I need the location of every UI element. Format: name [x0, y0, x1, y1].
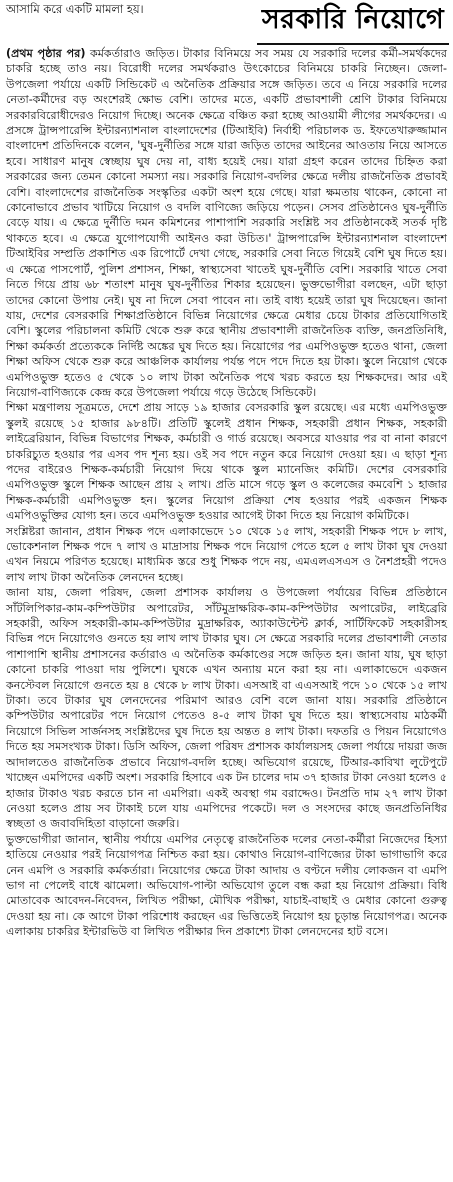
article-paragraph [6, 46, 447, 400]
paragraph-text: কর্মকর্তারাও জড়িত। টাকার বিনিময়ে সব সময় যে সরকারি দলের কর্মী-সমর্থকদের চাকরি হচ্ছে তাও নয়। বিরোধী দলের সমর্থকরাও উৎকোচের বিনিময়ে চাকরি নিচ্ছেন। জেলা-উপজেলা পর্যায়ে একটি সিন্ডিকেট এ অনৈতিক প্রক্রিয়ার সঙ্গে জড়িত। তবে এ নিয়ে সরকারি দলের নেতা-কর্মীদের বড় অংশেরই ক্ষোভ বেশি। তাদের মতে, একটি প্রভাবশালী শ্রেণি টাকার বিনিময়ে সরকারবিরোধীদেরও নিয়োগ দিচ্ছে। অনেক ক্ষেত্রে বঞ্চিত করা হচ্ছে আওয়ামী লীগের সমর্থকদের। এ প্রসঙ্গে ট্রান্সপারেন্সি ইন্টারন্যাশনাল বাংলাদেশের (টিআইবি) নির্বাহী পরিচালক ড. ইফতেখারুজ্জামান বাংলাদেশ প্রতিদিনকে বলেন, 'ঘুষ-দুর্নীতির সঙ্গে যারা জড়িত তাদের আইনের আওতায় নিয়ে আসতে হবে। সাধারণ মানুষ স্বেচ্ছায় ঘুষ দেয় না, বাধ্য হয়েই দেয়। যারা গ্রহণ করেন তাদের চিহ্নিত করা সরকারের জন্য তেমন কোনো সমস্যা নয়। সরকারি নিয়োগ-বদলির ক্ষেত্রে দলীয় রাজনৈতিক প্রভাবই বেশি। বাংলাদেশের রাজনৈতিক সংস্কৃতির একটা অংশ হয়ে গেছে। যারা ক্ষমতায় থাকেন, কোনো না কোনোভাবে প্রভাব খাটিয়ে নিয়োগ ও বদলি বাণিজ্যে জড়িয়ে পড়েন। সেসব প্রতিষ্ঠানেও ঘুষ-দুর্নীতি বেড়ে যায়। এ ক্ষেত্রে দুর্নীতি দমন কমিশনের পাশাপাশি সরকারি সংশ্লিষ্ট সব প্রতিষ্ঠানকেই সতর্ক দৃষ্টি থাকতে হবে। এ ক্ষেত্রে যুগোপযোগী আইনও করা উচিত।' ট্রান্সপারেন্সি ইন্টারন্যাশনাল বাংলাদেশ টিআইবির সম্প্রতি প্রকাশিত এক রিপোর্টে দেখা গেছে, সরকারি সেবা নিতে গিয়েই বেশি ঘুষ দিতে হয়। এ ক্ষেত্রে পাসপোর্ট, পুলিশ প্রশাসন, শিক্ষা, স্বাস্থ্যসেবা খাতেই ঘুষ-দুর্নীতি বেশি। সরকারি খাতে সেবা নিতে গিয়ে প্রায় ৬৮ শতাংশ মানুষ ঘুষ-দুর্নীতির শিকার হয়েছেন। ভুক্তভোগীরা বলছেন, এটা ছাড়া তাদের কোনো উপায় নেই। ঘুষ না দিলে সেবা পাবেন না। তাই বাধ্য হয়েই তারা ঘুষ দিয়েছেন। জানা যায়, দেশের বেসরকারি শিক্ষাপ্রতিষ্ঠানে বিভিন্ন নিয়োগের ক্ষেত্রে মেধার চেয়ে টাকার প্রতিযোগিতাই বেশি। স্কুলের পরিচালনা কমিটি থেকে শুরু করে স্থানীয় প্রভাবশালী রাজনৈতিক ব্যক্তি, জনপ্রতিনিধি, শিক্ষা কর্মকর্তা প্রত্যেককে নির্দিষ্ট অঙ্কের ঘুষ দিতে হয়। নিয়োগের পর এমপিওভুক্ত হতেও থানা, জেলা শিক্ষা অফিস থেকে শুরু করে আঞ্চলিক কার্যালয় পর্যন্ত পদে পদে দিতে হয় টাকা। স্কুলে নিয়োগ থেকে এমপিওভুক্ত হতেও ৫ থেকে ১০ লাখ টাকা অনৈতিক পথে খরচ করতে হয় শিক্ষকদের। আর এই নিয়োগ-বাণিজ্যকে কেন্দ্র করে উপজেলা পর্যায়ে গড়ে উঠেছে সিন্ডিকেট। [6, 47, 448, 399]
article-paragraph: সংশ্লিষ্টরা জানান, প্রধান শিক্ষক পদে এলাকাভেদে ১০ থেকে ১৫ লাখ, সহকারী শিক্ষক পদে ৮ লাখ, ভোকেশনাল শিক্ষক পদে ৭ লাখ ও মাদ্রাসায় শিক্ষক পদে নিয়োগ পেতে হলে ৫ লাখ টাকা ঘুষ দেওয়া এখন নিয়মে পরিণত হয়েছে। মাধ্যমিক স্তরে শুধু শিক্ষক পদে নয়, এমএলএসএস ও নৈশপ্রহরী পদেও লাখ লাখ টাকা অনৈতিক লেনদেন হচ্ছে। [6, 524, 447, 584]
article-paragraph: ভুক্তভোগীরা জানান, স্থানীয় পর্যায়ে এমপির নেতৃত্বে রাজনৈতিক দলের নেতা-কর্মীরা নিজেদের হিস্যা হাতিয়ে নেওয়ার পরই নিয়োগপত্র নিশ্চিত করা হয়। কোথাও নিয়োগ-বাণিজ্যের টাকা ভাগাভাগি করে নেন এমপি ও সরকারি কর্মকর্তারা। নিয়োগের ক্ষেত্রে টাকা আদায় ও বণ্টনে দলীয় লোকজন বা এমপি ভাগ না পেলেই বাধে ঝামেলা। অভিযোগ-পাল্টা অভিযোগ তুলে বন্ধ করা হয় নিয়োগ প্রক্রিয়া। বিধি মোতাবেক আবেদন-নিবেদন, লিখিত পরীক্ষা, মৌখিক পরীক্ষা, যাচাই-বাছাই ও মেধার কোনো গুরুত্ব দেওয়া হয় না। কে আগে টাকা পরিশোধ করছেন এর ভিত্তিতেই নিয়োগ হয় চূড়ান্ত নিয়োগপত্র। অনেক এলাকায় চাকরির ইন্টারভিউ বা লিখিত পরীক্ষার দিন প্রকাশ্যে টাকা লেনদেনের হাট বসে। [6, 832, 447, 939]
article-paragraph: শিক্ষা মন্ত্রণালয় সূত্রমতে, দেশে প্রায় সাড়ে ১৯ হাজার বেসরকারি স্কুল রয়েছে। এর মধ্যে এমপিওভুক্ত স্কুলই রয়েছে ১৫ হাজার ৯৮৪টি। প্রতিটি স্কুলেই প্রধান শিক্ষক, সহকারী প্রধান শিক্ষক, সহকারী লাইব্রেরিয়ান, বিভিন্ন বিভাগের শিক্ষক, কর্মচারী ও গার্ড রয়েছে। অবসরে যাওয়ার পর বা নানা কারণে চাকরিচ্যুত হওয়ার পর এসব পদ শূন্য হয়। ওই সব পদে নতুন করে নিয়োগ দেওয়া হয়। এ ছাড়া শূন্য পদের বাইরেও শিক্ষক-কর্মচারী নিয়োগ দিয়ে থাকে স্কুল ম্যানেজিং কমিটি। দেশের বেসরকারি এমপিওভুক্ত স্কুলে শিক্ষক আছেন প্রায় ২ লাখ। প্রতি মাসে গড়ে স্কুল ও কলেজের কমবেশি ১ হাজার শিক্ষক-কর্মচারী এমপিওভুক্ত হন। স্কুলের নিয়োগ প্রক্রিয়া শেষ হওয়ার পরই একজন শিক্ষক এমপিওভুক্তির যোগ্য হন। তবে এমপিওভুক্ত হওয়ার আগেই টাকা দিতে হয় নিয়োগ কমিটিকে। [6, 401, 447, 523]
previous-article-tail: আসামি করে একটি মামলা হয়। [6, 2, 144, 16]
article-body [6, 46, 447, 940]
headline: সরকারি নিয়োগে [261, 4, 445, 35]
headline-box [257, 0, 449, 45]
article-paragraph: জানা যায়, জেলা পরিষদ, জেলা প্রশাসক কার্যালয় ও উপজেলা পর্যায়ের বিভিন্ন প্রতিষ্ঠানে সাঁটলিপিকার-কাম-কম্পিউটার অপারেটর, সাঁটমুদ্রাক্ষরিক-কাম-কম্পিউটার অপারেটর, লাইব্রেরি সহকারী, অফিস সহকারী-কাম-কম্পিউটার মুদ্রাক্ষরিক, অ্যাকাউন্টেন্ট ক্লার্ক, সার্টিফিকেট সহকারীসহ বিভিন্ন পদে নিয়োগেও গুনতে হয় লাখ লাখ টাকার ঘুষ। সে ক্ষেত্রে সরকারি দলের প্রভাবশালী নেতার পাশাপাশি স্থানীয় প্রশাসনের কর্তারাও এ অনৈতিক কর্মকাণ্ডের সঙ্গে জড়িত হন। জানা যায়, ঘুষ ছাড়া কোনো চাকরি পাওয়া দায় পুলিশে। ঘুষকে এখন অন্যায় মনে করা হয় না। এলাকাভেদে একজন কনস্টেবল নিয়োগে গুনতে হয় ৪ থেকে ৮ লাখ টাকা। এসআই বা এএসআই পদে ১০ থেকে ১৫ লাখ টাকা। তবে টাকার ঘুষ লেনদেনের পরিমাণ আরও বেশি বলে জানা যায়। সরকারি প্রতিষ্ঠানে কম্পিউটার অপারেটর পদে নিয়োগ পেতেও ৪-৫ লাখ টাকা ঘুষ দিতে হয়। স্বাস্থ্যসেবায় মাঠকর্মী নিয়োগে সিভিল সার্জনসহ সংশ্লিষ্টদের ঘুষ দিতে হয় অন্তত ৪ লাখ টাকা। দফতরি ও পিয়ন নিয়োগেও দিতে হয় সমসংখ্যক টাকা। ডিসি অফিস, জেলা পরিষদ প্রশাসক কার্যালয়সহ জেলা পর্যায়ে দায়রা জজ আদালতেও রাজনৈতিক প্রভাবে নিয়োগ-বদলি হচ্ছে। অভিযোগ রয়েছে, টিআর-কাবিখা লুটেপুটে খাচ্ছেন এমপিদের একটি অংশ। সরকারি হিসাবে এক টন চালের দাম ৩৭ হাজার টাকা নেওয়া হলেও ৫ হাজার টাকাও খরচ করতে চান না এমপিরা। একই অবস্থা গম বরাদ্দেও। টনপ্রতি দাম ২৭ লাখ টাকা নেওয়া হলেও প্রায় সব টাকাই চলে যায় এমপিদের পকেটে। দল ও সংসদের কাছে জনপ্রতিনিধির স্বচ্ছতা ও জবাবদিহিতা বাড়ানো জরুরি। [6, 586, 447, 831]
continuation-marker: (প্রথম পৃষ্ঠার পর) [6, 47, 86, 60]
